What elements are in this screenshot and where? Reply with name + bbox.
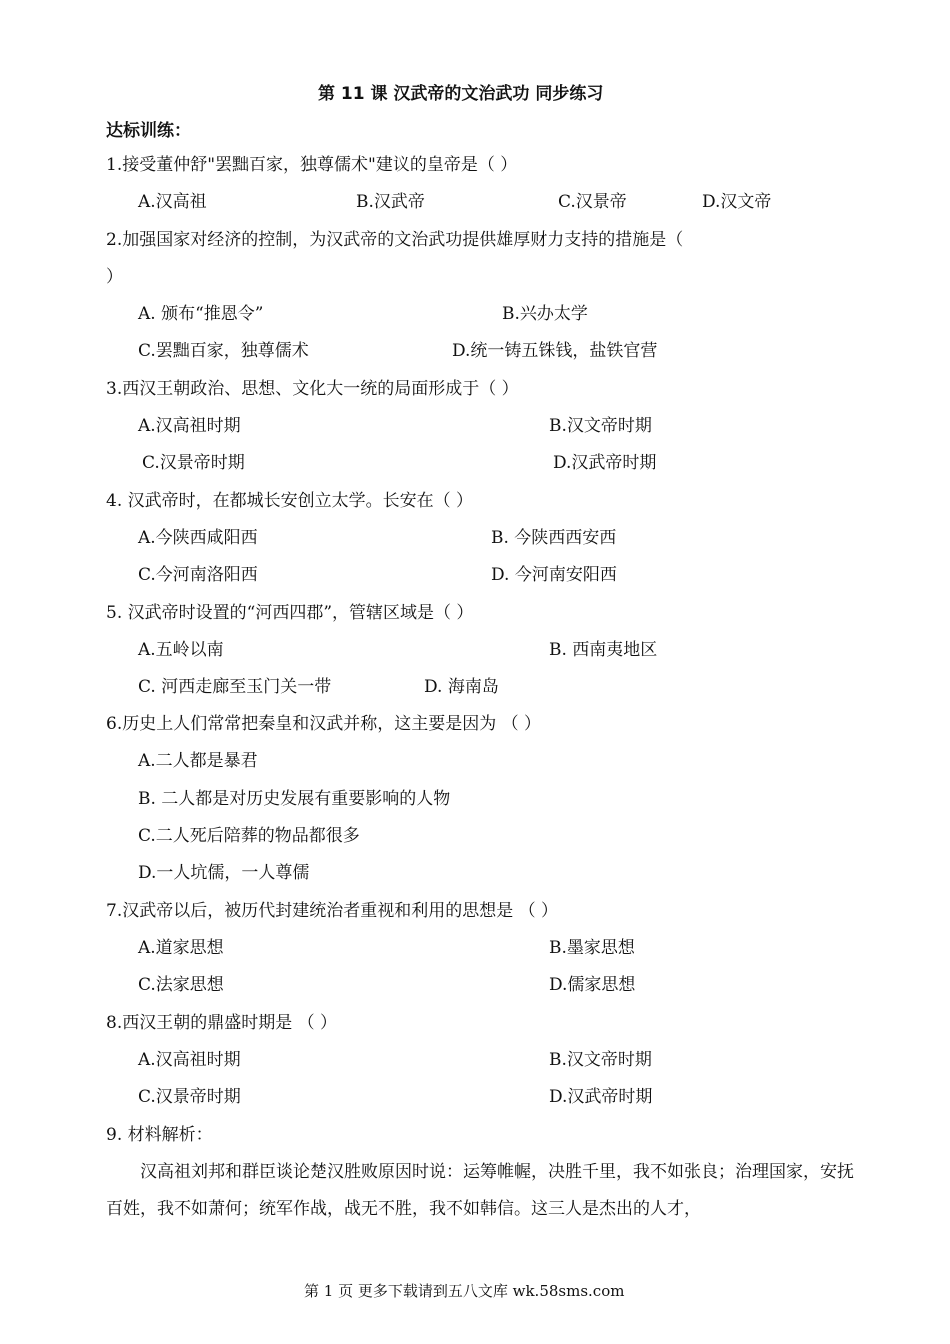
q4-option-d: D. 今河南安阳西 bbox=[491, 565, 617, 585]
q4-option-c: C.今河南洛阳西 bbox=[138, 565, 258, 585]
q5-option-d: D. 海南岛 bbox=[424, 677, 499, 697]
q6-option-d: D.一人坑儒，一人尊儒 bbox=[138, 863, 310, 883]
q4-option-a: A.今陕西咸阳西 bbox=[138, 528, 258, 548]
q2-option-b: B.兴办太学 bbox=[502, 304, 588, 324]
q8-option-b: B.汉文帝时期 bbox=[549, 1050, 652, 1070]
q5-option-b: B. 西南夷地区 bbox=[549, 640, 658, 660]
q3-option-d: D.汉武帝时期 bbox=[553, 453, 657, 473]
q9-passage: 汉高祖刘邦和群臣谈论楚汉胜败原因时说：运筹帷幄，决胜千里，我不如张良；治理国家，安抚百姓，我不如萧何；统军作战，战无不胜，我不如韩信。这三人是杰出的人才， bbox=[106, 1162, 854, 1219]
question-1-stem: 1.接受董仲舒"罢黜百家，独尊儒术"建议的皇帝是（ ） bbox=[106, 155, 518, 175]
q7-option-b: B.墨家思想 bbox=[549, 938, 635, 958]
q5-option-a: A.五岭以南 bbox=[138, 640, 224, 660]
q1-option-b: B.汉武帝 bbox=[356, 192, 425, 212]
q4-option-b: B. 今陕西西安西 bbox=[491, 528, 617, 548]
q7-option-d: D.儒家思想 bbox=[549, 975, 636, 995]
q2-option-d: D.统一铸五铢钱，盐铁官营 bbox=[452, 341, 658, 361]
q3-option-b: B.汉文帝时期 bbox=[549, 416, 652, 436]
q5-option-c: C. 河西走廊至玉门关一带 bbox=[138, 677, 332, 697]
question-9-stem: 9. 材料解析： bbox=[106, 1125, 213, 1145]
question-7-stem: 7.汉武帝以后，被历代封建统治者重视和利用的思想是 （ ） bbox=[106, 901, 559, 921]
q8-option-d: D.汉武帝时期 bbox=[549, 1087, 653, 1107]
q1-option-a: A.汉高祖 bbox=[138, 192, 207, 212]
page-footer: 第 1 页 更多下载请到五八文库 wk.58sms.com bbox=[304, 1282, 625, 1300]
q6-option-a: A.二人都是暴君 bbox=[138, 751, 258, 771]
q6-option-c: C.二人死后陪葬的物品都很多 bbox=[138, 826, 360, 846]
q1-option-c: C.汉景帝 bbox=[558, 192, 627, 212]
q2-option-c: C.罢黜百家，独尊儒术 bbox=[138, 341, 309, 361]
q7-option-c: C.法家思想 bbox=[138, 975, 224, 995]
q8-option-a: A.汉高祖时期 bbox=[138, 1050, 241, 1070]
question-5-stem: 5. 汉武帝时设置的“河西四郡”，管辖区域是（ ） bbox=[106, 603, 474, 623]
question-6-stem: 6.历史上人们常常把秦皇和汉武并称，这主要是因为 （ ） bbox=[106, 714, 542, 734]
question-3-stem: 3.西汉王朝政治、思想、文化大一统的局面形成于（ ） bbox=[106, 379, 519, 399]
question-8-stem: 8.西汉王朝的鼎盛时期是 （ ） bbox=[106, 1013, 338, 1033]
q7-option-a: A.道家思想 bbox=[138, 938, 224, 958]
section-heading: 达标训练： bbox=[106, 121, 191, 141]
q3-option-a: A.汉高祖时期 bbox=[138, 416, 241, 436]
question-4-stem: 4. 汉武帝时，在都城长安创立太学。长安在（ ） bbox=[106, 491, 474, 511]
q8-option-c: C.汉景帝时期 bbox=[138, 1087, 241, 1107]
page-title: 第 11 课 汉武帝的文治武功 同步练习 bbox=[318, 84, 604, 104]
question-2-stem-cont: ） bbox=[106, 267, 123, 287]
question-2-stem: 2.加强国家对经济的控制，为汉武帝的文治武功提供雄厚财力支持的措施是（ bbox=[106, 230, 684, 250]
q1-option-d: D.汉文帝 bbox=[702, 192, 772, 212]
q6-option-b: B. 二人都是对历史发展有重要影响的人物 bbox=[138, 789, 451, 809]
q3-option-c: C.汉景帝时期 bbox=[142, 453, 245, 473]
q2-option-a: A. 颁布“推恩令” bbox=[138, 304, 264, 324]
